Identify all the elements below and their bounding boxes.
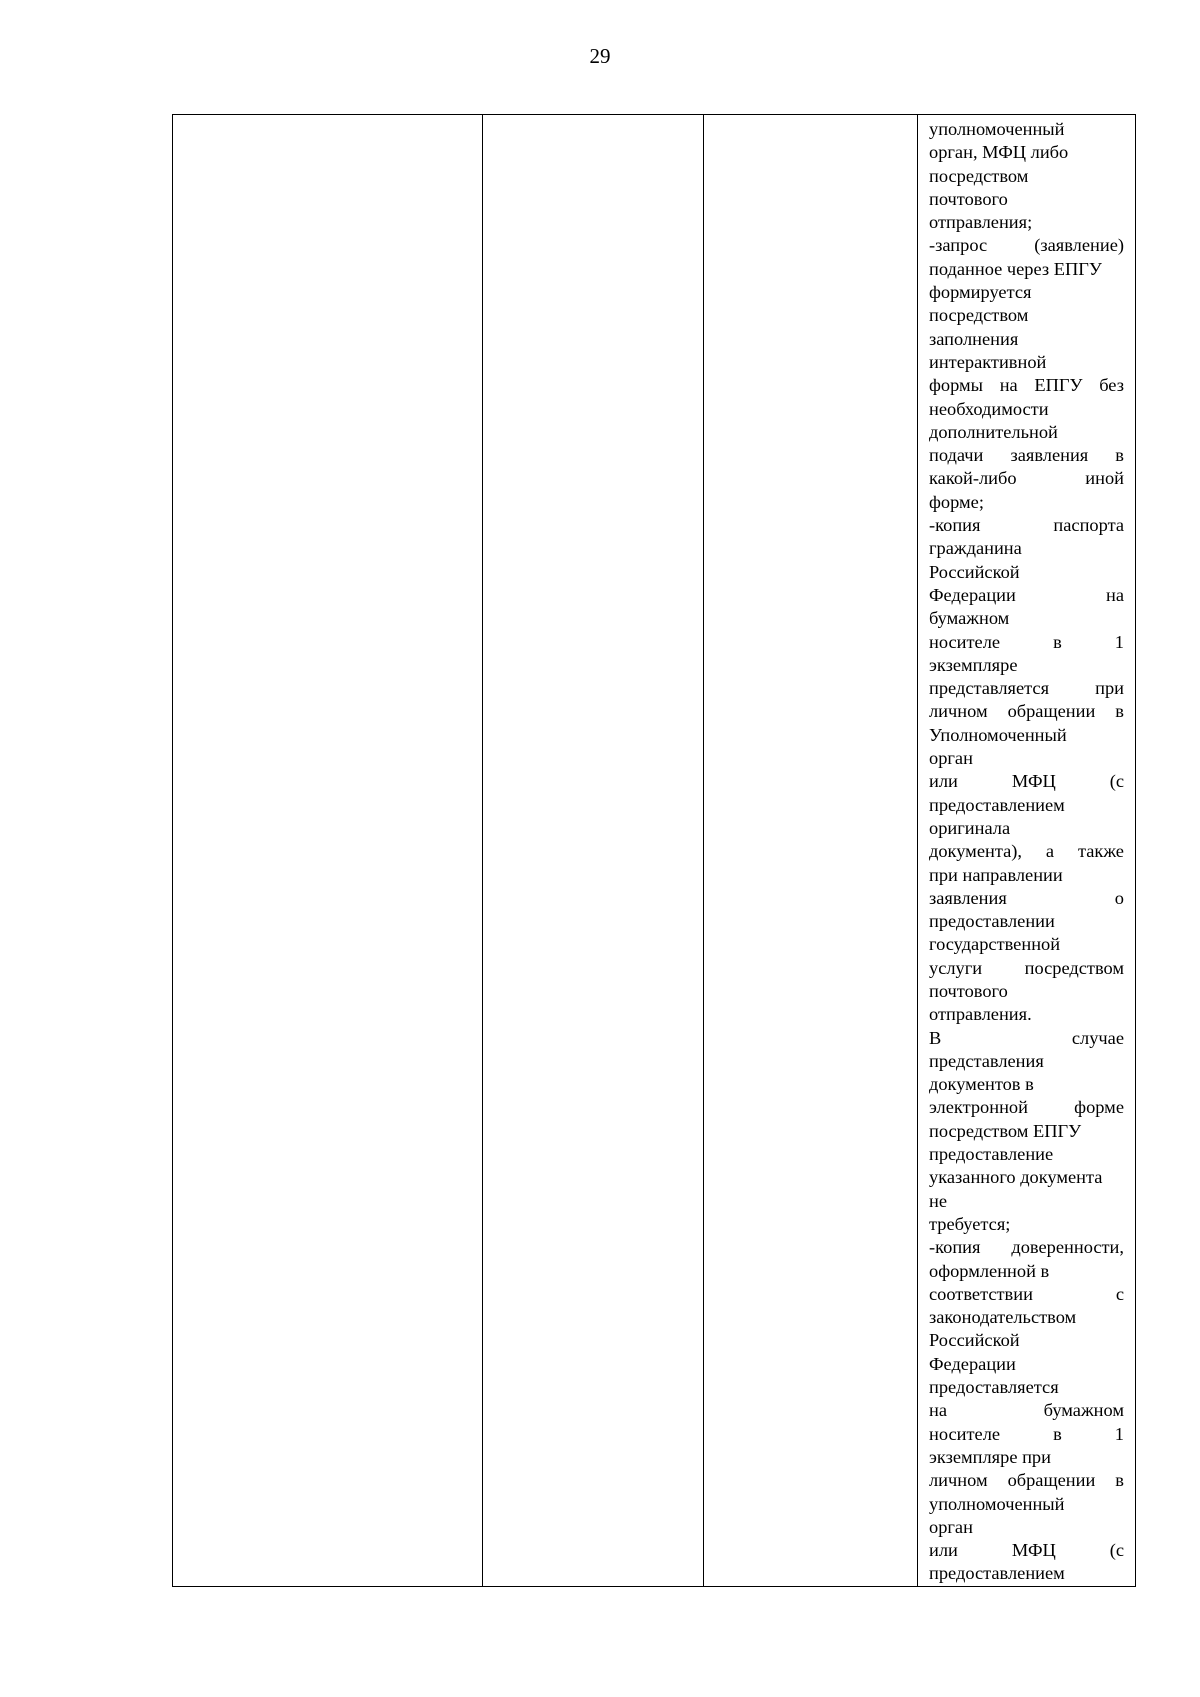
text-line: орган, МФЦ либо xyxy=(929,142,1069,163)
text-line: предоставляется xyxy=(929,1377,1059,1398)
text-line: государственной xyxy=(929,934,1061,955)
text-word: МФЦ xyxy=(1011,771,1056,792)
text-word: или xyxy=(929,771,958,792)
text-line: предоставлением xyxy=(929,1563,1065,1584)
text-word: при xyxy=(1095,678,1124,699)
text-line: посредством xyxy=(929,165,1029,186)
text-line xyxy=(929,584,1124,607)
text-word: услуги xyxy=(929,957,983,978)
text-line: Уполномоченный xyxy=(929,724,1067,745)
text-word: на xyxy=(999,375,1018,396)
text-word: носителе xyxy=(929,1423,1001,1444)
text-word: личном xyxy=(929,1470,988,1491)
text-line xyxy=(929,1423,1124,1446)
text-word: без xyxy=(1099,375,1124,396)
text-word: с xyxy=(1115,1283,1124,1304)
table-row xyxy=(173,115,1136,1587)
text-line: Российской xyxy=(929,561,1020,582)
text-line: орган xyxy=(929,748,973,769)
text-word: (с xyxy=(1109,1540,1124,1561)
text-line: почтового xyxy=(929,980,1008,1001)
text-line xyxy=(929,1469,1124,1492)
text-line: отправления; xyxy=(929,212,1033,233)
text-line xyxy=(929,1027,1124,1050)
text-line xyxy=(929,631,1124,654)
text-word: бумажном xyxy=(1043,1400,1124,1421)
text-line: посредством ЕПГУ xyxy=(929,1120,1082,1141)
text-word: обращении xyxy=(1007,701,1096,722)
text-word: на xyxy=(1105,584,1124,605)
text-word: также xyxy=(1077,841,1124,862)
text-word: формы xyxy=(929,375,984,396)
text-line: оформленной в xyxy=(929,1260,1050,1281)
text-line xyxy=(929,1399,1124,1422)
text-word: ЕПГУ xyxy=(1034,375,1083,396)
text-word: в xyxy=(1115,701,1124,722)
text-line: предоставлении xyxy=(929,911,1055,932)
table-cell-4 xyxy=(918,115,1136,1587)
text-word: о xyxy=(1114,887,1124,908)
text-word: паспорта xyxy=(1053,515,1124,536)
text-line: экземпляре xyxy=(929,654,1018,675)
text-line: форме; xyxy=(929,491,984,512)
text-word: 1 xyxy=(1114,1423,1124,1444)
text-word: электронной xyxy=(929,1097,1028,1118)
text-word: обращении xyxy=(1007,1470,1096,1491)
text-line: Российской xyxy=(929,1330,1020,1351)
text-word: подачи xyxy=(929,445,984,466)
text-line: при направлении xyxy=(929,864,1063,885)
text-word: посредством xyxy=(1024,957,1124,978)
text-line: оригинала xyxy=(929,817,1011,838)
text-line xyxy=(929,1283,1124,1306)
text-word: случае xyxy=(1071,1027,1124,1048)
text-word: (заявление) xyxy=(1034,235,1124,256)
text-word: в xyxy=(1115,1470,1124,1491)
text-line: документов в xyxy=(929,1074,1034,1095)
text-line: уполномоченный xyxy=(929,119,1065,139)
text-line xyxy=(929,770,1124,793)
text-line xyxy=(929,374,1124,397)
text-line xyxy=(929,234,1124,257)
text-line: предоставлением xyxy=(929,794,1065,815)
text-line: Федерации xyxy=(929,1353,1016,1374)
text-word: заявления xyxy=(929,887,1007,908)
text-line: гражданина xyxy=(929,538,1022,559)
text-line: предоставление xyxy=(929,1144,1054,1165)
text-line xyxy=(929,1236,1124,1259)
text-word: какой-либо xyxy=(929,468,1017,489)
text-word: на xyxy=(929,1400,948,1421)
text-line: не xyxy=(929,1190,948,1211)
text-line: законодательством xyxy=(929,1307,1077,1328)
text-word: личном xyxy=(929,701,988,722)
text-word: В xyxy=(929,1027,942,1048)
text-line: интерактивной xyxy=(929,351,1047,372)
text-word: иной xyxy=(1085,468,1124,489)
text-word: носителе xyxy=(929,631,1001,652)
text-line xyxy=(929,887,1124,910)
text-line: необходимости xyxy=(929,398,1049,419)
text-word: в xyxy=(1053,631,1062,652)
text-line xyxy=(929,1096,1124,1119)
text-line xyxy=(929,514,1124,537)
text-line: указанного документа xyxy=(929,1167,1103,1188)
text-line: поданное через ЕПГУ xyxy=(929,258,1102,279)
text-word: -запрос xyxy=(929,235,988,256)
text-word: форме xyxy=(1074,1097,1124,1118)
text-line: бумажном xyxy=(929,608,1010,629)
requirements-table xyxy=(172,114,1136,1587)
text-word: представляется xyxy=(929,678,1050,699)
text-line xyxy=(929,957,1124,980)
text-line xyxy=(929,467,1124,490)
table-cell-1 xyxy=(173,115,483,1587)
text-line xyxy=(929,677,1124,700)
text-line: почтового xyxy=(929,188,1008,209)
text-line: отправления. xyxy=(929,1004,1032,1025)
text-word: МФЦ xyxy=(1011,1540,1056,1561)
text-word: заявления xyxy=(1010,445,1089,466)
text-word: а xyxy=(1045,841,1055,862)
text-word: -копия xyxy=(929,1237,981,1258)
text-line: орган xyxy=(929,1516,973,1537)
text-word: Федерации xyxy=(929,584,1016,605)
page-number: 29 xyxy=(589,44,611,68)
text-word: 1 xyxy=(1114,631,1124,652)
text-line xyxy=(929,840,1124,863)
text-line: дополнительной xyxy=(929,421,1058,442)
text-line: уполномоченный xyxy=(929,1493,1065,1514)
text-word: в xyxy=(1053,1423,1062,1444)
table-cell-3 xyxy=(704,115,918,1587)
text-line xyxy=(929,1539,1124,1562)
text-line: представления xyxy=(929,1050,1044,1071)
text-line: экземпляре при xyxy=(929,1446,1051,1467)
table-cell-2 xyxy=(483,115,704,1587)
text-word: документа), xyxy=(929,841,1022,862)
document-requirements-text xyxy=(918,115,1135,1586)
text-word: -копия xyxy=(929,515,981,536)
text-word: или xyxy=(929,1540,958,1561)
text-line: посредством xyxy=(929,305,1029,326)
text-line: заполнения xyxy=(929,328,1019,349)
text-line: формируется xyxy=(929,282,1032,303)
text-line xyxy=(929,700,1124,723)
text-line xyxy=(929,444,1124,467)
text-word: (с xyxy=(1109,771,1124,792)
text-word: доверенности, xyxy=(1011,1237,1124,1258)
text-word: в xyxy=(1115,445,1124,466)
text-line: требуется; xyxy=(929,1213,1011,1234)
text-word: соответствии xyxy=(929,1283,1033,1304)
